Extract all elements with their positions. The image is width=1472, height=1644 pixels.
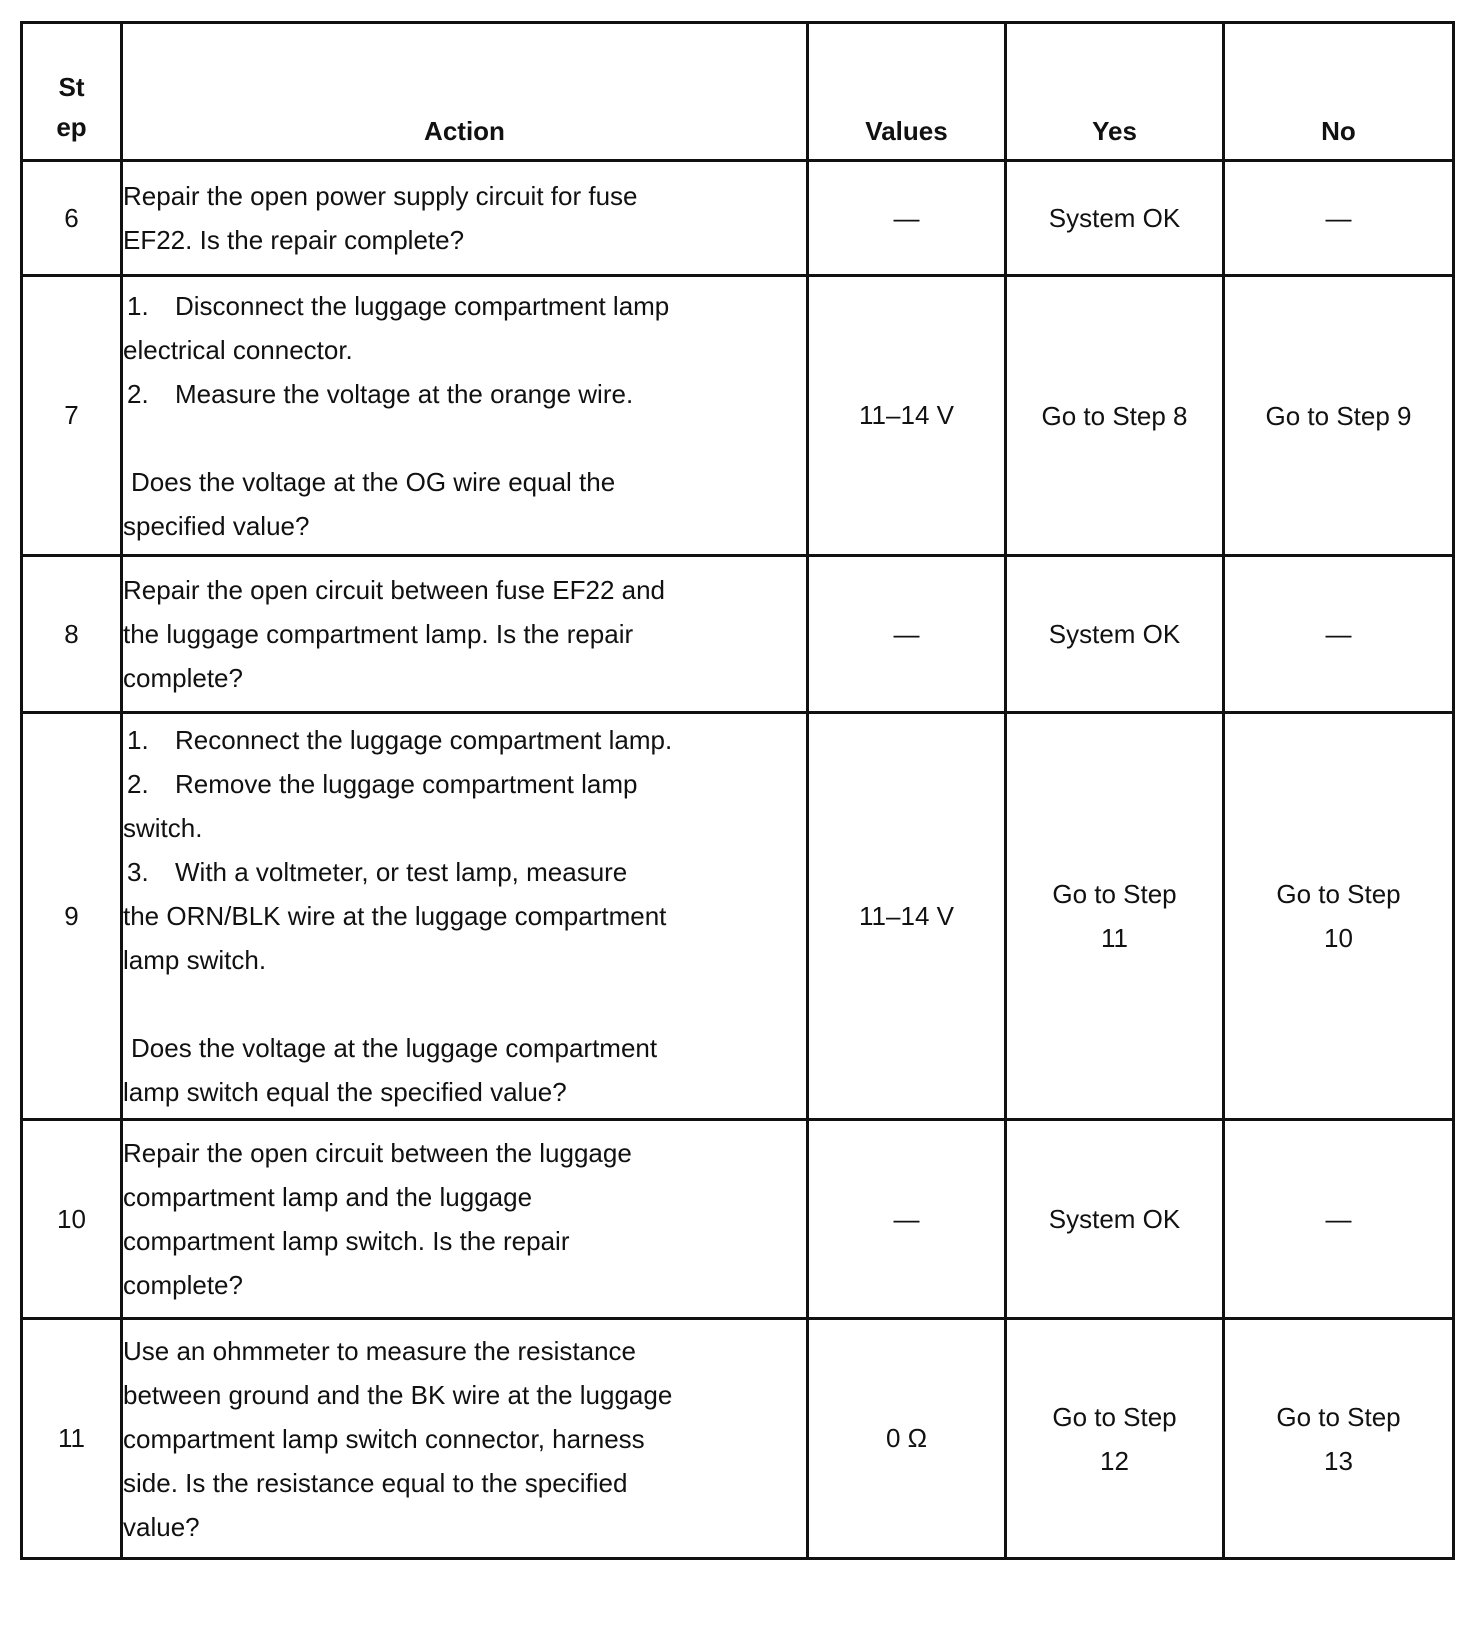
action-line: Measure the voltage at the orange wire. [175, 378, 634, 409]
value-cell: — [808, 1120, 1006, 1319]
table-row [22, 556, 1454, 713]
action-question: specified value? [123, 510, 310, 541]
list-number: 1. [127, 290, 149, 321]
action-line: complete? [123, 1270, 243, 1300]
action-cell [122, 161, 808, 276]
step-number: 8 [22, 556, 122, 713]
header-step-line1: St [58, 72, 85, 102]
action-line: the luggage compartment lamp. Is the repair [123, 619, 634, 649]
action-line: value? [123, 1511, 200, 1542]
action-line: compartment lamp and the luggage [123, 1182, 533, 1212]
yes-line: Go to Step [1052, 1401, 1177, 1432]
yes-cell: System OK [1006, 556, 1224, 713]
action-line: Repair the open power supply circuit for fuse [123, 181, 638, 211]
header-action: Action [122, 23, 808, 161]
action-line: Disconnect the luggage compartment lamp [175, 290, 670, 321]
yes-cell: System OK [1006, 161, 1224, 276]
header-step [22, 23, 122, 161]
no-cell [1224, 1319, 1454, 1559]
no-cell [1224, 713, 1454, 1120]
header-no: No [1224, 23, 1454, 161]
yes-cell: Go to Step 8 [1006, 276, 1224, 556]
table-row [22, 1120, 1454, 1319]
table-row [22, 1319, 1454, 1559]
value-cell: — [808, 556, 1006, 713]
value-cell: — [808, 161, 1006, 276]
action-line: Repair the open circuit between fuse EF22 and [123, 575, 666, 605]
header-yes: Yes [1006, 23, 1224, 161]
value-cell: 0 Ω [808, 1319, 1006, 1559]
step-number: 6 [22, 161, 122, 276]
action-cell [122, 713, 808, 1120]
no-cell: — [1224, 556, 1454, 713]
step-number: 7 [22, 276, 122, 556]
header-row [22, 23, 1454, 161]
action-line: lamp switch. [123, 945, 267, 975]
yes-line: 11 [1101, 923, 1128, 953]
no-line: 13 [1324, 1445, 1353, 1476]
action-cell [122, 1319, 808, 1559]
action-cell [122, 1120, 808, 1319]
action-cell [122, 556, 808, 713]
yes-cell [1006, 713, 1224, 1120]
no-line: Go to Step [1276, 879, 1401, 909]
step-number: 10 [22, 1120, 122, 1319]
action-line: compartment lamp switch. Is the repair [123, 1226, 570, 1256]
action-cell [122, 276, 808, 556]
diagnostic-table [20, 21, 1455, 1560]
action-line: Remove the luggage compartment lamp [175, 769, 638, 799]
action-line: the ORN/BLK wire at the luggage compartment [123, 901, 667, 931]
value-cell: 11–14 V [808, 276, 1006, 556]
table-row [22, 713, 1454, 1120]
table-row [22, 276, 1454, 556]
no-cell: Go to Step 9 [1224, 276, 1454, 556]
action-line: side. Is the resistance equal to the specified [123, 1467, 628, 1498]
no-cell: — [1224, 1120, 1454, 1319]
action-line: Use an ohmmeter to measure the resistance [123, 1335, 637, 1366]
action-question: Does the voltage at the luggage compartment [131, 1033, 658, 1063]
yes-line: 12 [1100, 1445, 1129, 1476]
yes-cell [1006, 1319, 1224, 1559]
table-row [22, 161, 1454, 276]
no-line: Go to Step [1276, 1401, 1401, 1432]
action-line: Repair the open circuit between the luggage [123, 1138, 632, 1168]
action-question: Does the voltage at the OG wire equal the [131, 466, 616, 497]
no-cell: — [1224, 161, 1454, 276]
action-line: switch. [123, 813, 203, 843]
list-number: 2. [127, 378, 149, 409]
action-line: electrical connector. [123, 334, 353, 365]
header-step-line2: ep [56, 112, 87, 142]
step-number: 9 [22, 713, 122, 1120]
list-number: 2. [127, 769, 149, 799]
action-line: complete? [123, 663, 243, 693]
action-line: EF22. Is the repair complete? [123, 225, 465, 255]
value-cell: 11–14 V [808, 713, 1006, 1120]
list-number: 1. [127, 725, 149, 755]
list-number: 3. [127, 857, 149, 887]
action-line: With a voltmeter, or test lamp, measure [175, 857, 628, 887]
action-question: lamp switch equal the specified value? [123, 1077, 567, 1107]
header-values: Values [808, 23, 1006, 161]
yes-line: Go to Step [1052, 879, 1177, 909]
step-number: 11 [22, 1319, 122, 1559]
action-line: Reconnect the luggage compartment lamp. [175, 725, 673, 755]
no-line: 10 [1324, 923, 1353, 953]
yes-cell: System OK [1006, 1120, 1224, 1319]
action-line: compartment lamp switch connector, harness [123, 1423, 645, 1454]
action-line: between ground and the BK wire at the luggage [123, 1379, 673, 1410]
